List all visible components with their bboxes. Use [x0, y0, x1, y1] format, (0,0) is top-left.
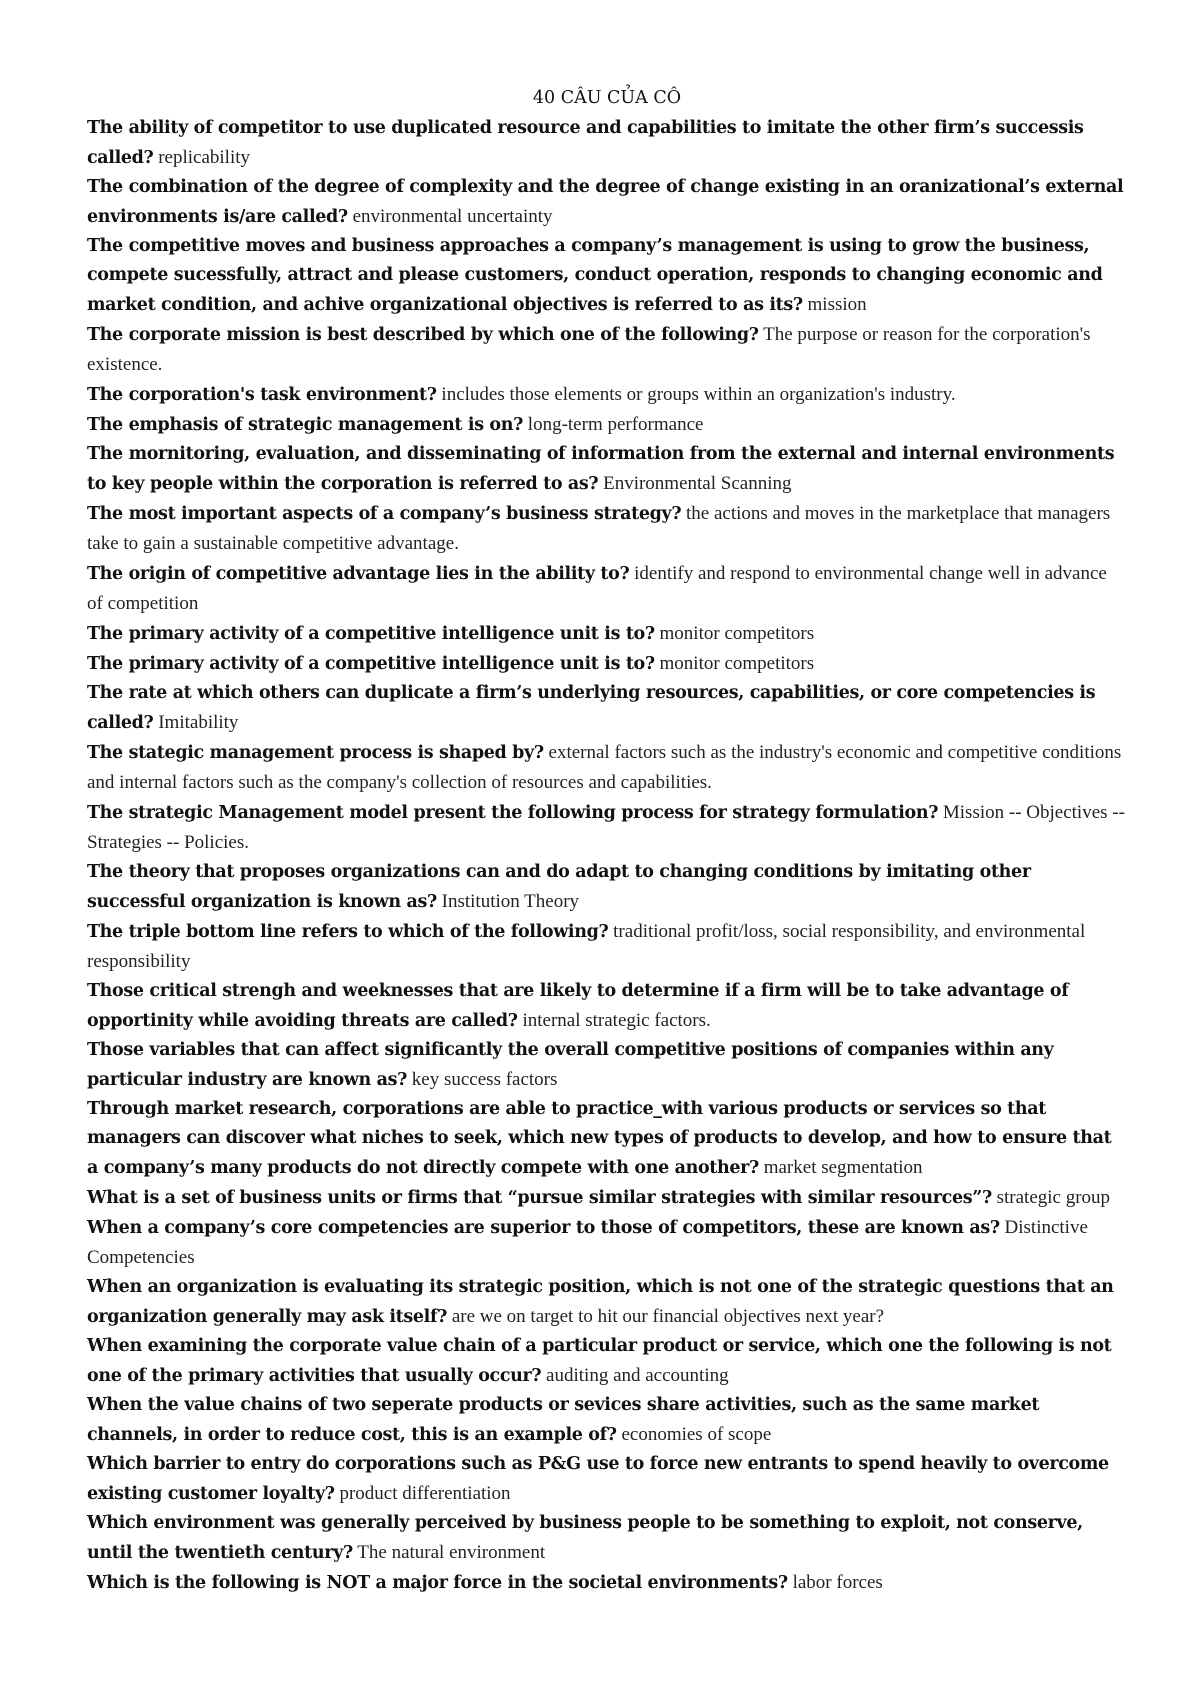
answer-text: long-term performance: [523, 414, 704, 435]
answer-text: strategic group: [991, 1187, 1111, 1208]
answer-text: The purpose or reason for the corporation's existence.: [87, 324, 1091, 375]
qa-list: [87, 114, 1127, 1598]
answer-text: Imitability: [153, 712, 239, 733]
question-text: When examining the corporate value chain of a particular product or service, which one the following is not one of the primary activities that usually occur?: [87, 1336, 1112, 1386]
question-text: Which is the following is NOT a major force in the societal environments?: [87, 1573, 788, 1593]
qa-item: [87, 738, 1127, 798]
answer-text: monitor competitors: [654, 623, 815, 644]
answer-text: market segmentation: [758, 1157, 923, 1178]
qa-item: [87, 858, 1127, 917]
answer-text: includes those elements or groups within an organization's industry.: [436, 384, 956, 405]
qa-item: [87, 410, 1127, 440]
qa-item: [87, 232, 1127, 320]
question-text: What is a set of business units or firms that “pursue similar strategies with similar resources”?: [87, 1188, 992, 1208]
question-text: The origin of competitive advantage lies in the ability to?: [87, 564, 630, 584]
qa-item: [87, 1450, 1127, 1509]
answer-text: monitor competitors: [654, 653, 815, 674]
question-text: When the value chains of two seperate products or sevices share activities, such as the same market channels, in order to reduce cost, this is an example of?: [87, 1395, 1040, 1445]
question-text: The most important aspects of a company’s business strategy?: [87, 504, 682, 524]
answer-text: Environmental Scanning: [598, 473, 792, 494]
answer-text: environmental uncertainty: [347, 206, 553, 227]
qa-item: [87, 1568, 1127, 1598]
answer-text: traditional profit/loss, social responsibility, and environmental responsibility: [87, 921, 1086, 972]
question-text: When an organization is evaluating its strategic position, which is not one of the strategic questions that an organization generally may ask itself?: [87, 1277, 1114, 1327]
qa-item: [87, 320, 1127, 380]
answer-text: identify and respond to environmental change well in advance of competition: [87, 563, 1107, 614]
answer-text: the actions and moves in the marketplace that managers take to gain a sustainable competitive advantage.: [87, 503, 1111, 554]
question-text: The theory that proposes organizations can and do adapt to changing conditions by imitating other successful organization is known as?: [87, 862, 1031, 912]
question-text: The stategic management process is shaped by?: [87, 743, 544, 763]
qa-item: [87, 649, 1127, 679]
question-text: Those variables that can affect significantly the overall competitive positions of companies within any particular industry are known as?: [87, 1040, 1054, 1090]
answer-text: are we on target to hit our financial objectives next year?: [447, 1306, 885, 1327]
document-page: [87, 84, 1127, 1598]
qa-item: [87, 798, 1127, 858]
answer-text: Distinctive Competencies: [87, 1217, 1088, 1268]
question-text: Which barrier to entry do corporations such as P&G use to force new entrants to spend heavily to overcome existing customer loyalty?: [87, 1454, 1109, 1504]
question-text: The rate at which others can duplicate a firm’s underlying resources, capabilities, or core competencies is called?: [87, 683, 1096, 733]
question-text: The ability of competitor to use duplicated resource and capabilities to imitate the other firm’s successis called?: [87, 118, 1084, 168]
qa-item: [87, 173, 1127, 232]
question-text: The primary activity of a competitive intelligence unit is to?: [87, 624, 655, 644]
qa-item: [87, 1391, 1127, 1450]
answer-text: labor forces: [787, 1572, 883, 1593]
qa-item: [87, 917, 1127, 977]
answer-text: product differentiation: [334, 1483, 511, 1504]
question-text: The emphasis of strategic management is on?: [87, 415, 524, 435]
qa-item: [87, 1332, 1127, 1391]
qa-item: [87, 1095, 1127, 1183]
qa-item: [87, 679, 1127, 738]
question-text: The mornitoring, evaluation, and disseminating of information from the external and internal environments to key people within the corporation is referred to as?: [87, 444, 1115, 494]
qa-item: [87, 1509, 1127, 1568]
answer-text: The natural environment: [352, 1542, 546, 1563]
question-text: The strategic Management model present the following process for strategy formulation?: [87, 803, 939, 823]
question-text: Those critical strengh and weeknesses that are likely to determine if a firm will be to take advantage of opportinity while avoiding threats are called?: [87, 981, 1069, 1031]
question-text: Which environment was generally perceived by business people to be something to exploit, not conserve, until the twentieth century?: [87, 1513, 1083, 1563]
question-text: The triple bottom line refers to which of the following?: [87, 922, 609, 942]
qa-item: [87, 977, 1127, 1036]
answer-text: key success factors: [407, 1069, 558, 1090]
answer-text: auditing and accounting: [541, 1365, 729, 1386]
qa-item: [87, 114, 1127, 173]
qa-item: [87, 1213, 1127, 1273]
qa-item: [87, 559, 1127, 619]
question-text: The competitive moves and business approaches a company’s management is using to grow the business, compete sucessfully, attract and please customers, conduct operation, responds to changing economic and market condition, and achive organizational objectives is referred to as its?: [87, 236, 1103, 315]
question-text: Through market research, corporations are able to practice_with various products or services so that managers can discover what niches to seek, which new types of products to develop, and how to ensure that a company’s many products do not directly compete with one another?: [87, 1099, 1112, 1178]
qa-item: [87, 1183, 1127, 1213]
qa-item: [87, 380, 1127, 410]
qa-item: [87, 499, 1127, 559]
question-text: The combination of the degree of complexity and the degree of change existing in an oranizational’s external environments is/are called?: [87, 177, 1124, 227]
answer-text: external factors such as the industry's economic and competitive conditions and internal factors such as the company's collection of resources and capabilities.: [87, 742, 1122, 793]
document-title: 40 CÂU CỦA CÔ: [532, 88, 682, 108]
answer-text: economies of scope: [616, 1424, 772, 1445]
question-text: The corporate mission is best described by which one of the following?: [87, 325, 759, 345]
qa-item: [87, 619, 1127, 649]
qa-item: [87, 1273, 1127, 1332]
qa-item: [87, 440, 1127, 499]
qa-item: [87, 1036, 1127, 1095]
question-text: The corporation's task environment?: [87, 385, 437, 405]
answer-text: replicability: [153, 147, 251, 168]
answer-text: Institution Theory: [436, 891, 580, 912]
question-text: When a company’s core competencies are superior to those of competitors, these are known as?: [87, 1218, 1000, 1238]
answer-text: Mission -- Objectives -- Strategies -- Policies.: [87, 802, 1125, 853]
answer-text: internal strategic factors.: [517, 1010, 711, 1031]
answer-text: mission: [802, 294, 867, 315]
question-text: The primary activity of a competitive intelligence unit is to?: [87, 654, 655, 674]
